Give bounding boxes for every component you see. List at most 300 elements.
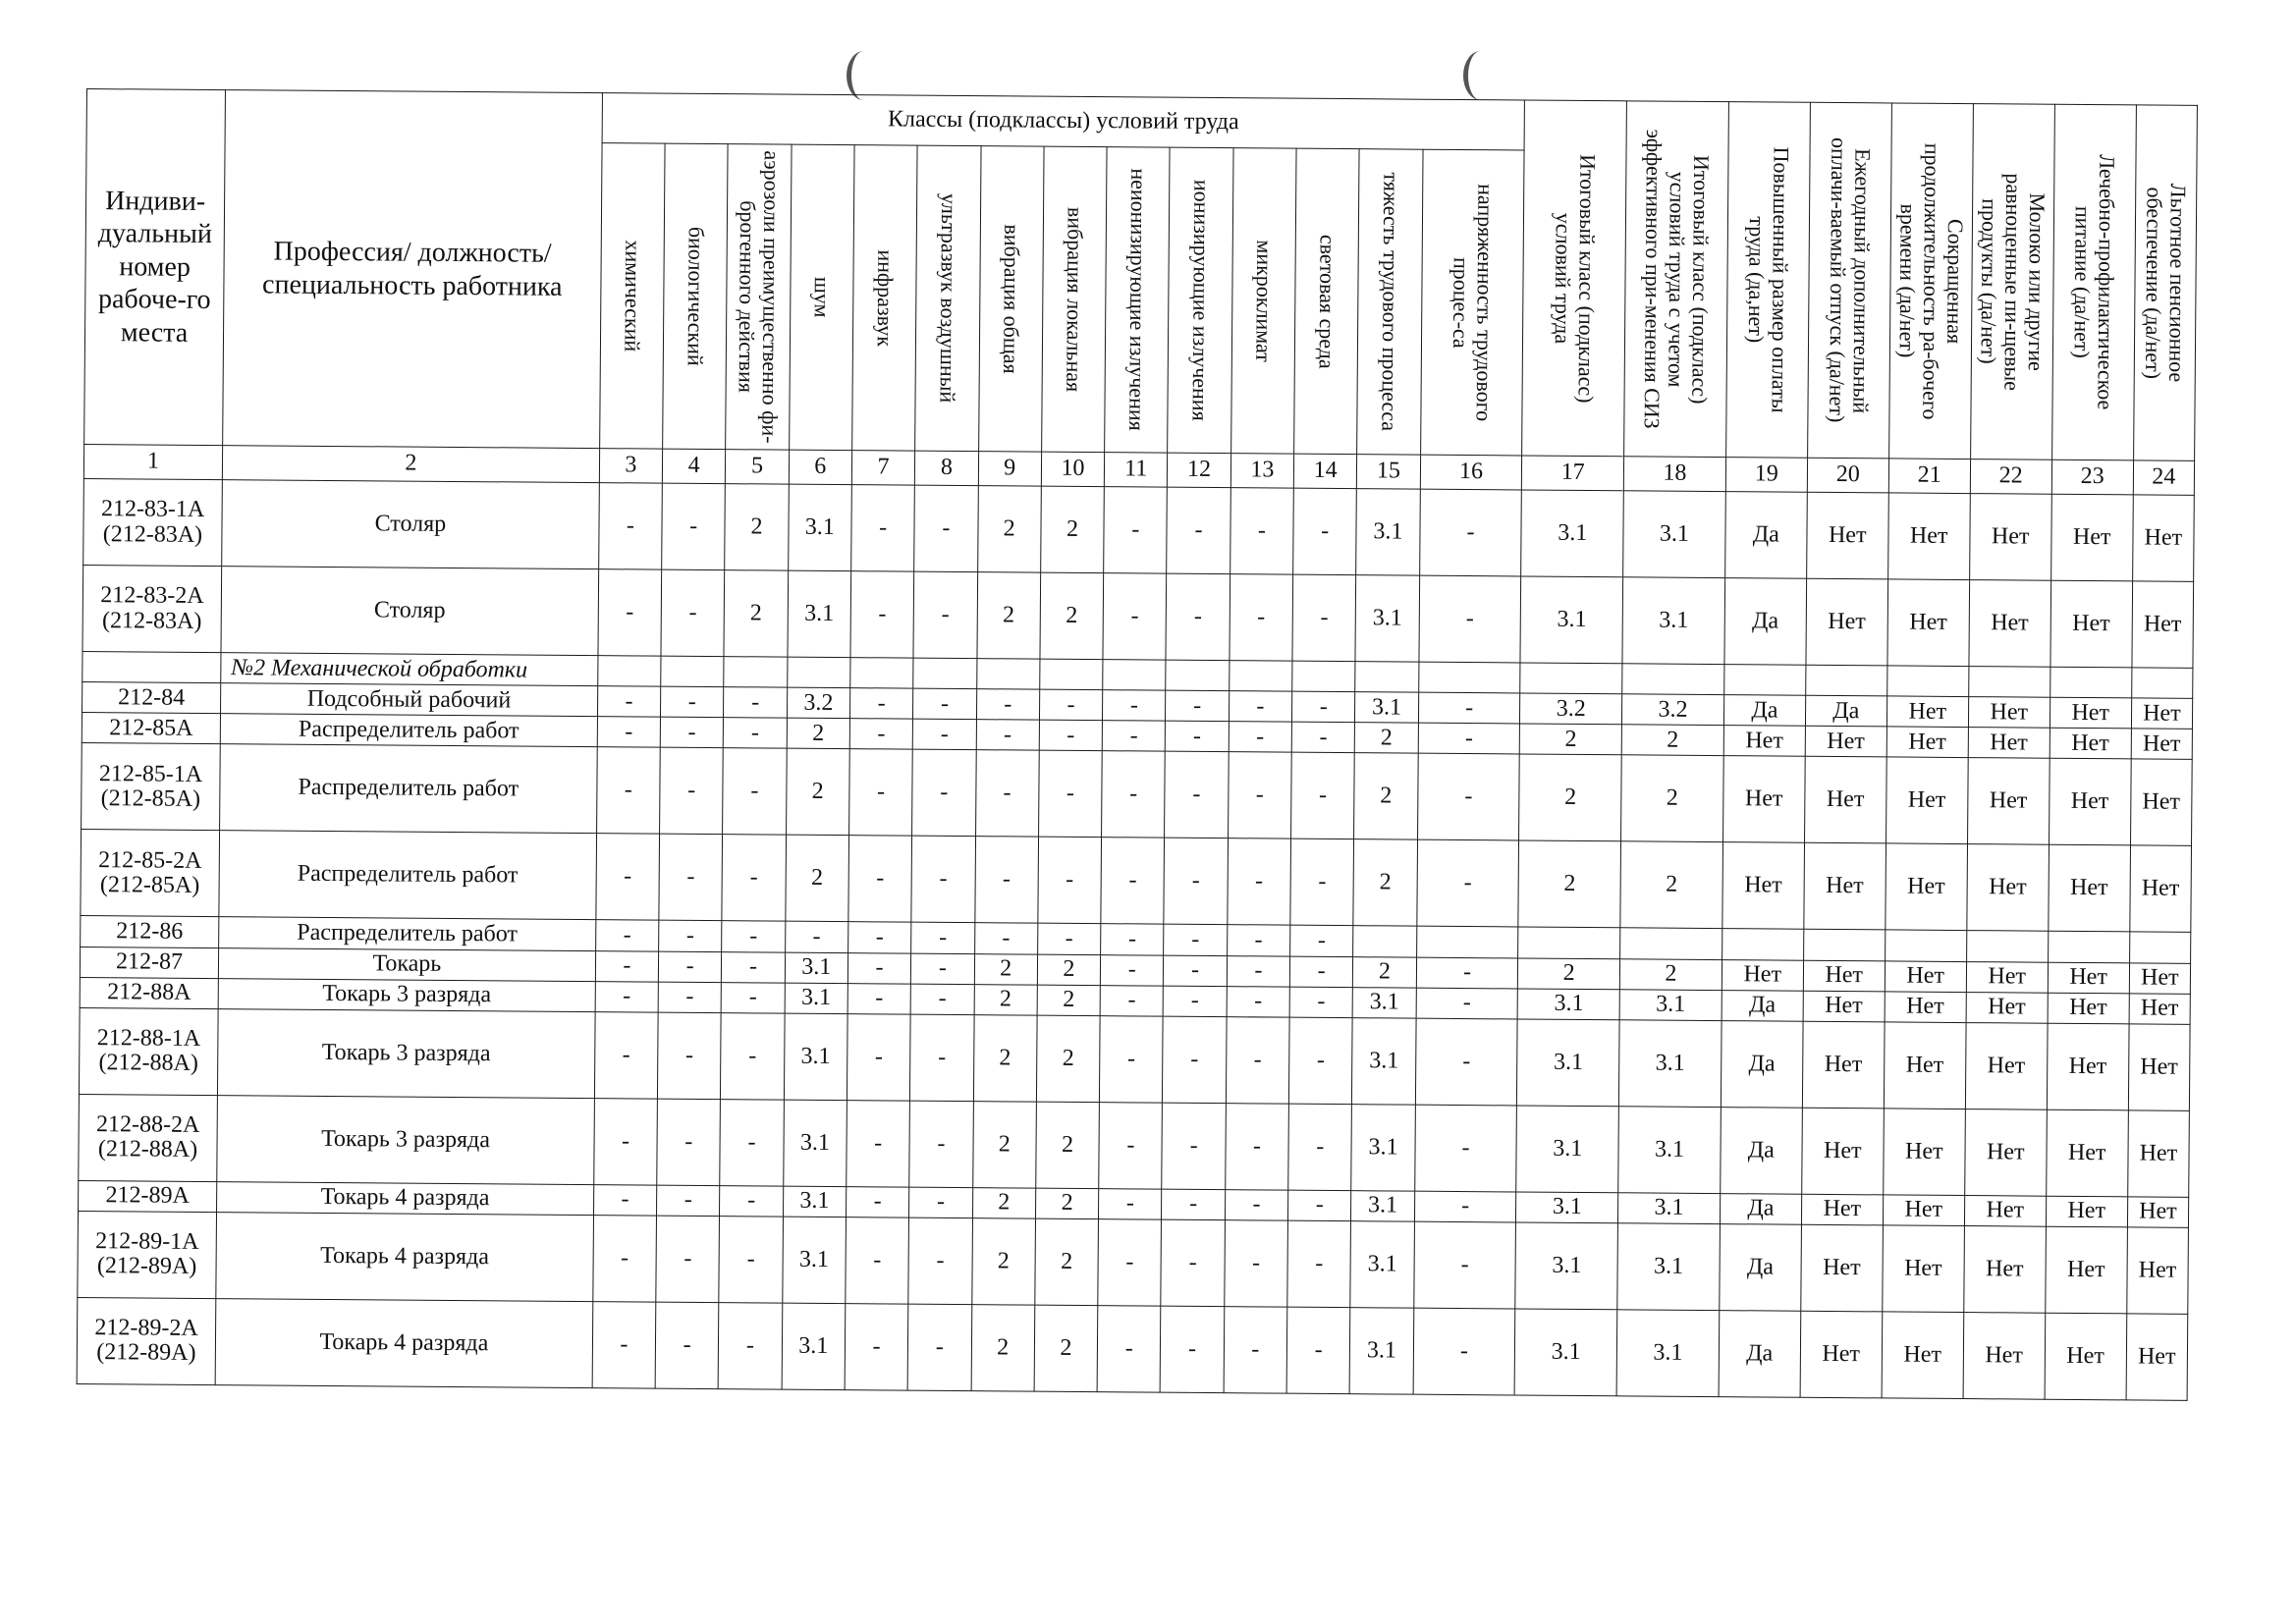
header-factor: инфразвук: [852, 145, 918, 451]
table-cell: 2: [972, 1187, 1036, 1218]
table-cell: 2: [1621, 755, 1723, 842]
table-cell: 3.1: [1355, 692, 1419, 724]
table-cell: 3.1: [1618, 1106, 1721, 1193]
table-cell: 3.1: [782, 1217, 846, 1304]
table-cell: Нет: [2131, 698, 2193, 730]
table-cell: Нет: [2130, 759, 2192, 846]
header-column-number: 2: [222, 446, 599, 483]
table-cell: -: [1292, 574, 1356, 662]
table-cell: [1518, 927, 1620, 958]
table-cell: 2: [973, 1014, 1037, 1102]
table-cell: Да: [1720, 1223, 1802, 1311]
table-cell: 2: [1619, 958, 1722, 990]
table-cell: -: [913, 688, 977, 720]
workplace-id: 212-88А: [80, 977, 218, 1008]
table-cell: Нет: [2045, 1313, 2127, 1400]
table-cell: Нет: [1723, 726, 1805, 757]
table-cell: -: [1161, 1306, 1225, 1393]
table-cell: 2: [725, 484, 789, 571]
table-cell: -: [1227, 986, 1290, 1017]
header-factor: биологический: [663, 143, 729, 449]
table-cell: 2: [1034, 1305, 1098, 1392]
table-cell: -: [911, 923, 975, 954]
table-cell: Нет: [1882, 1312, 1964, 1399]
table-cell: Нет: [1803, 960, 1885, 992]
table-cell: Нет: [2050, 697, 2131, 729]
table-cell: -: [1165, 751, 1229, 839]
table-cell: -: [1289, 987, 1353, 1018]
workplace-id: 212-88-1А (212-88А): [79, 1007, 218, 1095]
table-cell: -: [655, 1302, 719, 1389]
table-cell: 3.1: [1520, 576, 1622, 664]
section-empty-cell: [1622, 664, 1724, 695]
table-cell: -: [1419, 489, 1521, 576]
workplace-id: 212-87: [80, 947, 218, 978]
table-cell: -: [660, 717, 724, 748]
header-column-number: 21: [1888, 459, 1970, 494]
header-factor: ионизирующие излучения: [1168, 147, 1233, 453]
table-cell: Нет: [2048, 962, 2129, 994]
table-row: [79, 1094, 2190, 1197]
table-cell: Да: [1724, 578, 1807, 666]
table-cell: -: [1102, 721, 1166, 752]
section-empty-cell: [598, 656, 662, 687]
table-cell: 3.1: [1517, 1019, 1619, 1107]
table-cell: -: [975, 750, 1039, 838]
header-factor: вибрация общая: [978, 146, 1044, 452]
table-cell: Нет: [1887, 579, 1970, 667]
table-cell: 2: [786, 835, 849, 922]
workplace-id: 212-83-2А (212-83А): [82, 566, 222, 653]
table-cell: -: [1164, 955, 1228, 987]
section-empty-cell: [82, 652, 221, 683]
header-id: Индиви-дуальный номер рабоче-го места: [84, 89, 226, 446]
table-cell: 3.1: [1623, 491, 1725, 578]
workplace-id: 212-89-2А (212-89А): [77, 1297, 216, 1384]
header-column-number: 24: [2133, 460, 2195, 495]
table-cell: 3.2: [1622, 694, 1724, 726]
table-cell: -: [1102, 751, 1166, 839]
table-cell: Нет: [2045, 1226, 2127, 1314]
table-cell: 3.1: [782, 1303, 846, 1390]
table-cell: -: [1103, 573, 1167, 661]
header-column-number: 8: [915, 451, 979, 486]
profession: Токарь 3 разряда: [217, 1095, 594, 1184]
table-cell: Да: [1723, 695, 1805, 727]
table-cell: Нет: [2132, 581, 2194, 669]
table-cell: 3.1: [1516, 1192, 1618, 1223]
header-column-number: 16: [1420, 455, 1522, 490]
table-cell: 3.1: [788, 484, 851, 571]
table-row: [79, 1007, 2190, 1110]
table-cell: 3.1: [1622, 577, 1724, 665]
section-empty-cell: [1166, 660, 1230, 691]
table-cell: 3.1: [1355, 575, 1419, 663]
table-cell: Нет: [1885, 960, 1966, 992]
table-cell: -: [598, 569, 662, 657]
table-cell: 2: [787, 718, 850, 749]
table-cell: -: [595, 920, 659, 951]
table-cell: Нет: [1804, 843, 1886, 931]
header-factor: тяжесть трудового процесса: [1357, 149, 1423, 455]
table-cell: -: [850, 571, 914, 659]
table-cell: Да: [1805, 695, 1886, 727]
table-cell: [1620, 928, 1722, 959]
header-column-number: 18: [1623, 457, 1725, 492]
table-cell: 2: [972, 1101, 1036, 1188]
table-cell: -: [1418, 723, 1520, 754]
binder-hole-mark: [847, 51, 881, 100]
workplace-id: 212-88-2А (212-88А): [79, 1094, 218, 1181]
table-cell: Нет: [1967, 758, 2050, 845]
header-column-number: 5: [726, 450, 790, 485]
table-cell: -: [597, 686, 661, 718]
table-cell: Нет: [1803, 991, 1885, 1022]
table-cell: -: [1101, 954, 1165, 986]
table-cell: -: [596, 834, 660, 921]
table-cell: -: [1097, 1306, 1161, 1393]
table-cell: Нет: [1963, 1312, 2046, 1399]
header-total-class: Итоговый класс (подкласс) условий труда: [1522, 100, 1627, 457]
table-cell: -: [1101, 924, 1165, 955]
profession: Подсобный рабочий: [221, 683, 598, 717]
table-cell: -: [1166, 721, 1230, 752]
table-cell: -: [1099, 1188, 1163, 1219]
table-cell: Нет: [2127, 1197, 2189, 1228]
table-cell: 3.1: [1349, 1308, 1413, 1395]
table-cell: Нет: [2048, 993, 2129, 1024]
table-cell: -: [659, 834, 723, 921]
profession: Распределитель работ: [220, 714, 597, 747]
table-cell: -: [1225, 1189, 1288, 1220]
table-cell: -: [659, 921, 723, 952]
table-cell: -: [1038, 838, 1102, 925]
section-empty-cell: [1355, 662, 1419, 693]
table-cell: -: [1164, 925, 1228, 956]
table-cell: Нет: [1886, 757, 1968, 844]
table-cell: -: [912, 749, 976, 837]
header-profession: Профессия/ должность/ специальность работника: [223, 90, 603, 449]
table-cell: Нет: [1722, 842, 1805, 930]
table-cell: 2: [1353, 956, 1417, 988]
table-cell: Нет: [1886, 696, 1968, 728]
table-cell: Нет: [1968, 697, 2050, 729]
header-factor: аэрозоли преимущественно фи-брогенного действия: [726, 144, 792, 450]
table-cell: -: [658, 951, 722, 983]
table-cell: -: [1416, 988, 1518, 1019]
table-cell: 3.1: [1352, 987, 1416, 1018]
section-empty-cell: [1418, 662, 1520, 693]
table-cell: -: [724, 718, 788, 749]
section-empty-cell: [724, 657, 788, 688]
table-cell: -: [1224, 1307, 1287, 1394]
table-cell: 2: [724, 570, 788, 658]
section-empty-cell: [1886, 666, 1968, 697]
profession: Распределитель работ: [219, 831, 596, 920]
table-cell: -: [720, 1185, 784, 1217]
profession: Токарь 3 разряда: [217, 1008, 594, 1098]
section-empty-cell: [976, 659, 1040, 690]
table-cell: -: [1230, 574, 1293, 662]
table-cell: -: [718, 1302, 782, 1389]
header-factor: неионизирующие излучения: [1105, 147, 1171, 453]
profession: Распределитель работ: [219, 917, 596, 950]
table-cell: Нет: [2132, 495, 2194, 582]
table-cell: Нет: [2049, 845, 2131, 933]
table-cell: -: [1163, 1016, 1227, 1104]
table-cell: Нет: [1883, 1109, 1965, 1196]
header-column-number: 19: [1725, 458, 1807, 493]
section-empty-cell: [1040, 659, 1104, 690]
table-cell: -: [913, 719, 977, 750]
table-cell: -: [594, 1011, 658, 1099]
section-empty-cell: [1292, 661, 1356, 692]
table-cell: 2: [786, 748, 849, 836]
table-row: [78, 1211, 2189, 1314]
section-empty-cell: [2050, 667, 2131, 698]
table-cell: -: [911, 953, 975, 985]
table-cell: Нет: [1964, 1109, 2047, 1196]
table-row: [83, 478, 2195, 581]
section-empty-cell: [2131, 668, 2193, 699]
table-cell: -: [1162, 1103, 1226, 1190]
table-cell: -: [1419, 575, 1521, 663]
table-cell: -: [722, 921, 786, 952]
table-cell: 3.1: [1619, 989, 1722, 1020]
table-cell: Нет: [1802, 1108, 1885, 1195]
workplace-id: 212-85-1А (212-85А): [82, 743, 221, 831]
table-cell: Нет: [2128, 1023, 2190, 1110]
profession: Распределитель работ: [220, 744, 597, 834]
table-cell: -: [1225, 1219, 1288, 1307]
table-row: [82, 743, 2193, 846]
table-cell: -: [1227, 925, 1290, 956]
table-cell: -: [1229, 691, 1292, 723]
header-column-number: 10: [1041, 452, 1105, 487]
table-cell: Нет: [1802, 1021, 1885, 1109]
table-cell: Нет: [1966, 992, 2048, 1023]
table-cell: 3.1: [788, 570, 851, 658]
table-cell: Нет: [2129, 845, 2191, 933]
table-cell: -: [1413, 1308, 1515, 1395]
table-cell: Нет: [2046, 1109, 2128, 1197]
table-cell: 2: [1353, 839, 1417, 927]
table-cell: Нет: [2129, 993, 2191, 1024]
table-cell: 2: [1620, 841, 1722, 929]
table-cell: Да: [1720, 1193, 1801, 1224]
workplace-id: 212-89А: [79, 1180, 217, 1212]
table-cell: Нет: [1887, 493, 1970, 580]
table-cell: 2: [1520, 724, 1622, 755]
table-cell: -: [1039, 689, 1103, 721]
table-cell: -: [1416, 840, 1518, 928]
table-cell: -: [976, 689, 1040, 721]
table-cell: -: [1228, 839, 1291, 926]
table-cell: -: [1161, 1219, 1225, 1307]
table-cell: 3.1: [1619, 1019, 1722, 1107]
table-cell: -: [662, 483, 726, 570]
table-cell: 3.1: [1356, 489, 1420, 576]
table-cell: -: [1415, 1018, 1517, 1106]
table-cell: 2: [1035, 1188, 1099, 1219]
table-cell: -: [1039, 720, 1103, 751]
table-cell: 2: [977, 486, 1041, 573]
table-cell: -: [1229, 722, 1292, 753]
table-cell: -: [722, 951, 786, 983]
table-cell: -: [597, 717, 661, 748]
table-cell: 3.1: [1616, 1310, 1719, 1397]
table-cell: -: [1292, 691, 1356, 723]
header-column-number: 13: [1230, 454, 1294, 489]
header-medical-food: Лечебно-профилактическое питание (да/нет): [2051, 104, 2136, 460]
table-cell: Нет: [1964, 1195, 2046, 1226]
table-cell: -: [911, 837, 975, 924]
table-cell: -: [719, 1216, 783, 1303]
table-cell: Нет: [1885, 991, 1966, 1022]
table-cell: -: [1291, 752, 1355, 839]
table-cell: -: [907, 1304, 971, 1391]
table-cell: Нет: [1966, 961, 2048, 993]
table-cell: -: [1288, 1190, 1352, 1221]
table-cell: Нет: [2050, 580, 2133, 668]
profession: Токарь 4 разряда: [217, 1181, 594, 1215]
table-cell: [1966, 931, 2048, 962]
table-cell: -: [1228, 752, 1291, 839]
table-cell: -: [723, 748, 787, 836]
table-cell: Нет: [1806, 492, 1888, 579]
header-column-number: 22: [1970, 460, 2051, 495]
table-cell: Нет: [1968, 728, 2050, 759]
table-cell: -: [913, 571, 977, 659]
table-cell: Нет: [2127, 1110, 2189, 1198]
table-cell: Нет: [1965, 1022, 2048, 1109]
section-empty-cell: [661, 656, 725, 687]
table-cell: Нет: [1801, 1224, 1884, 1312]
table-cell: -: [910, 984, 974, 1015]
table-cell: -: [1414, 1105, 1516, 1192]
section-empty-cell: [1229, 661, 1292, 692]
table-cell: Нет: [1722, 756, 1805, 843]
table-cell: Нет: [1805, 727, 1886, 758]
table-cell: -: [848, 922, 912, 953]
table-cell: Нет: [1722, 959, 1803, 991]
workplace-id: 212-84: [82, 682, 221, 714]
table-cell: -: [845, 1303, 908, 1390]
header-column-number: 17: [1522, 456, 1624, 491]
table-cell: [1722, 929, 1803, 960]
table-cell: Нет: [2126, 1227, 2188, 1315]
table-cell: Нет: [1883, 1225, 1965, 1313]
table-cell: -: [657, 1185, 721, 1217]
header-column-number: 1: [83, 444, 222, 479]
table-cell: 2: [1354, 753, 1418, 840]
table-cell: -: [1166, 690, 1230, 722]
table-cell: 3.2: [787, 687, 850, 719]
table-cell: -: [596, 747, 660, 835]
table-cell: -: [1037, 924, 1101, 955]
table-cell: -: [1162, 1189, 1226, 1220]
table-cell: 2: [1041, 486, 1105, 573]
profession: Токарь 3 разряда: [218, 978, 595, 1011]
header-milk: Молоко или другие равноценные пи-щевые продукты (да/нет): [1970, 104, 2054, 460]
table-cell: -: [846, 1186, 909, 1217]
table-cell: -: [1288, 1017, 1352, 1105]
table-cell: Нет: [2126, 1314, 2188, 1401]
table-cell: -: [1413, 1221, 1515, 1309]
table-cell: Нет: [2129, 962, 2191, 994]
table-cell: 2: [1518, 840, 1620, 928]
section-empty-cell: [913, 658, 977, 689]
table-cell: -: [848, 836, 912, 923]
table-cell: Нет: [2047, 1023, 2129, 1110]
table-cell: -: [660, 747, 724, 835]
table-cell: -: [661, 686, 725, 718]
table-cell: -: [1100, 985, 1164, 1016]
header-classes-group: Классы (подклассы) условий труда: [602, 93, 1525, 150]
table-cell: 3.1: [1521, 490, 1623, 577]
table-cell: 3.1: [1352, 1017, 1416, 1105]
table-cell: -: [595, 981, 659, 1012]
table-cell: -: [721, 1012, 785, 1100]
table-cell: -: [1290, 839, 1354, 927]
table-cell: Нет: [1806, 578, 1888, 666]
table-cell: Да: [1724, 492, 1807, 579]
table-cell: -: [849, 719, 913, 750]
table-cell: Нет: [1804, 757, 1886, 844]
table-cell: [1353, 926, 1417, 957]
table-cell: -: [908, 1217, 972, 1305]
table-cell: -: [1104, 487, 1168, 574]
table-cell: -: [909, 1101, 973, 1188]
table-cell: -: [598, 483, 662, 570]
table-cell: 3.1: [784, 1013, 847, 1101]
table-cell: 2: [977, 572, 1041, 660]
header-column-number: 14: [1293, 454, 1357, 489]
table-cell: 3.1: [783, 1186, 847, 1217]
table-cell: 2: [1040, 572, 1104, 660]
header-column-number: 3: [599, 449, 663, 484]
header-column-number: 11: [1105, 453, 1169, 488]
table-cell: Нет: [2050, 728, 2131, 759]
table-cell: Нет: [1886, 843, 1968, 931]
profession: Токарь 4 разряда: [216, 1212, 593, 1301]
table-cell: -: [976, 720, 1040, 751]
header-pay-increase: Повышенный размер оплаты труда (да,нет): [1725, 102, 1810, 459]
table-cell: -: [595, 950, 659, 982]
table-cell: Да: [1719, 1310, 1801, 1397]
table-cell: -: [1167, 487, 1230, 574]
workplace-id: 212-89-1А (212-89А): [78, 1211, 217, 1298]
table-cell: -: [1226, 1016, 1289, 1104]
table-cell: -: [1101, 838, 1165, 925]
table-cell: -: [1099, 1102, 1163, 1189]
header-factor: химический: [599, 143, 665, 449]
table-cell: -: [724, 687, 788, 719]
table-cell: -: [1166, 573, 1230, 661]
table-cell: -: [849, 749, 913, 837]
table-cell: 3.1: [1617, 1223, 1720, 1311]
section-empty-cell: [850, 658, 914, 689]
table-cell: -: [785, 922, 848, 953]
table-cell: -: [847, 983, 911, 1014]
table-cell: -: [910, 1014, 974, 1102]
table-cell: Да: [1722, 990, 1803, 1021]
table-cell: -: [909, 1187, 973, 1218]
table-cell: -: [974, 923, 1038, 954]
table-cell: Да: [1721, 1107, 1803, 1194]
table-cell: [2129, 932, 2191, 963]
table-cell: -: [1417, 753, 1519, 840]
